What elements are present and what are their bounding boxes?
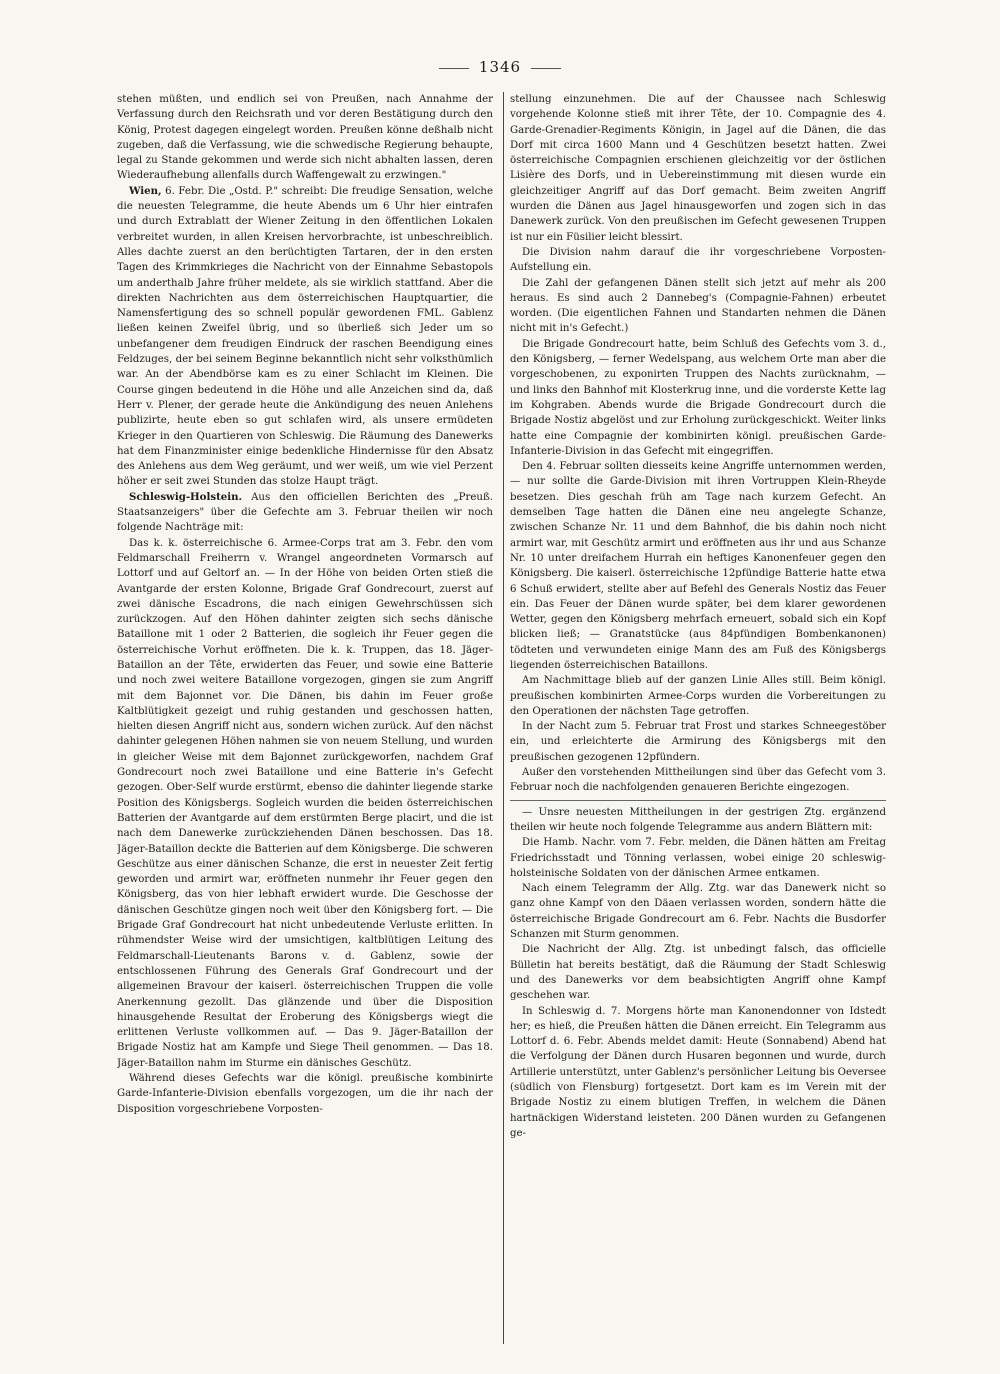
right-paragraph-5: Den 4. Februar sollten diesseits keine Angriffe unternommen werden, — nur sollte die Garde-Division mit ihren Vortruppen Klein-Rheyde besetzen. Dies geschah früh am Tage nach kurzem Gefecht. An demselben Tage hatten die Dänen eine neu angelegte Schanze, zwischen Schanze Nr. 11 und dem Bahnhof, die bis dahin noch nicht armirt war, mit Geschütz armirt und eröffneten aus ihr und aus Schanze Nr. 10 unter dreifachem Hurrah ein heftiges Kanonenfeuer gegen den Königsberg. Die kaiserl. österreichische 12pfündige Batterie hatte etwa 6 Schuß erwidert, stellte aber auf Befehl des Generals Nostiz das Feuer ein. Das Feuer der Dänen wurde später, bei dem klarer gewordenen Wetter, gegen den Königsberg mehrfach erneuert, sobald sich ein Kopf blicken ließ; — Granatstücke (aus 84pfündigen Bombenkanonen) tödteten und verwundeten einige Mann des am Fuß des Königsbergs liegenden österreichischen Bataillons. (510, 461, 886, 671)
left-paragraph-4: Das k. k. österreichische 6. Armee-Corps trat am 3. Febr. den vom Feldmarschall Freiherrn v. Wrangel angeordneten Vormarsch auf Lottorf und auf Geltorf an. — In der Höhe von beiden Orten stieß die Avantgarde der ersten Kolonne, Brigade Graf Gondrecourt, zuerst auf zwei dänische Escadrons, die nach einigen Gewehrschüssen sich zurückzogen. Auf den Höhen dahinter zeigten sich sechs dänische Bataillone mit 1 oder 2 Batterien, die sogleich ihr Feuer gegen die österreichische Vorhut eröffneten. Die k. k. Truppen, das 18. Jäger-Bataillon an der Tête, erwiderten das Feuer, und sowie eine Batterie und noch zwei weitere Bataillone vorgezogen, gingen sie zum Angriff mit dem Bajonnet vor. Die Dänen, bis dahin im Feuer große Kaltblütigkeit gezeigt und ruhig gestanden und geschossen hatten, hielten diesen Angriff nicht aus, sondern wichen zurück. Auf den nächst dahinter gelegenen Höhen nahmen sie von neuem Stellung, und wurden in gleicher Weise mit dem Bajonnet zurückgeworfen, nachdem Graf Gondrecourt noch zwei Bataillone und eine Batterie in's Gefecht gezogen. Ober-Self wurde erstürmt, ebenso die dahinter liegende starke Position des Königsbergs. Sogleich wurden die beiden österreichischen Batterien der Avantgarde auf dem erstürmten Berge placirt, und die ist nach dem Danewerke zurückziehenden Dänen beschossen. Das 18. Jäger-Bataillon deckte die Batterien auf dem Königsberge. Die schweren Geschütze aus einer dänischen Schanze, die erst in neuester Zeit fertig geworden und armirt war, eröffneten nunmehr ihr Feuer gegen den Königsberg, das von hier lebhaft erwidert wurde. Die Geschosse der dänischen Geschütze gingen noch weit über den Königsberg fort. — Die Brigade Graf Gondrecourt hat nicht unbedeutende Verluste erlitten. In rühmendster Weise wird der umsichtigen, kaltblütigen Leitung des Feldmarschall-Lieutenants Barons v. d. Gablenz, sowie der entschlossenen Führung des Generals Graf Gondrecourt und der allgemeinen Bravour der kaiserl. österreichischen Truppen die volle Anerkennung gezollt. Das glänzende und über die Disposition hinausgehende Resultat der Eroberung des Königsbergs wiegt die erlittenen Verluste vollkommen auf. — Das 9. Jäger-Bataillon der Brigade Nostiz hat am Kampfe und Siege Theil genommen. — Das 18. Jäger-Bataillon nahm im Sturme ein dänisches Geschütz. (117, 537, 493, 1069)
right-paragraph-4: Die Brigade Gondrecourt hatte, beim Schluß des Gefechts vom 3. d., den Königsberg, — ferner Wedelspang, aus welchem Orte man aber die vorgeschobenen, zu exponirten Truppen des Nachts zurücknahm, — und links den Bahnhof mit Klosterkrug inne, und die vorderste Kette lag im Kohgraben. Abends wurde die Brigade Gondrecourt durch die Brigade Nostiz abgelöst und zur Erholung zurückgeschickt. Weiter links hatte eine Compagnie der kombinirten königl. preußischen Garde-Infanterie-Division in das Gefecht mit eingegriffen. (510, 338, 886, 457)
right-paragraph-8: Außer den vorstehenden Mittheilungen sind über das Gefecht vom 3. Februar noch die nachfolgenden genaueren Berichte eingezogen. (510, 767, 886, 794)
left-paragraph-1: stehen müßten, und endlich sei von Preußen, nach Annahme der Verfassung durch den Reichsrath und vor deren Bestätigung durch den König, Protest dagegen eingelegt worden. Preußen könne deßhalb nicht zugeben, daß die Verfassung, wie die schwedische Regierung behaupte, legal zu Stande gekommen und werde sich nicht abhalten lassen, deren Wiederaufhebung allenfalls durch Waffengewalt zu erzwingen." (117, 94, 493, 182)
right-column (510, 92, 886, 1352)
vienna-dateline: Wien, (129, 184, 162, 197)
right-paragraph-10: Die Hamb. Nachr. vom 7. Febr. melden, die Dänen hätten am Freitag Friedrichsstadt und Tönning verlassen, wobei einige 20 schleswig-holsteinische Soldaten von der dänischen Armee entkamen. (510, 837, 886, 879)
right-paragraph-13: In Schleswig d. 7. Morgens hörte man Kanonendonner von Idstedt her; es hieß, die Preußen hätten die Dänen erreicht. Ein Telegramm aus Lottorf d. 6. Febr. Abends meldet damit: Heute (Sonnabend) Abend hat die Verfolgung der Dänen durch Husaren begonnen und wurde, durch Artillerie unterstützt, unter Gablenz's persönlicher Leitung bis Oeversee (südlich von Flensburg) fortgesetzt. Dort kam es im Verein mit der Brigade Nostiz zu einem blutigen Treffen, in welchem die Dänen hartnäckigen Widerstand leisteten. 200 Dänen wurden zu Gefangenen ge- (510, 1005, 886, 1139)
header-dash-right (531, 68, 561, 69)
header-dash-left (439, 68, 469, 69)
right-paragraph-9: — Unsre neuesten Mittheilungen in der gestrigen Ztg. ergänzend theilen wir heute noch folgende Telegramme aus andern Blättern mit: (510, 806, 886, 833)
right-paragraph-11: Nach einem Telegramm der Allg. Ztg. war das Danewerk nicht so ganz ohne Kampf von den Däaen verlassen worden, sondern hätte die österreichische Brigade Gondrecourt am 6. Febr. Nachts die Busdorfer Schanzen mit Sturm genommen. (510, 883, 886, 941)
left-column (117, 92, 493, 1352)
schleswig-holstein-heading: Schleswig-Holstein. (129, 490, 243, 503)
section-separator (510, 800, 886, 801)
page-number-header (0, 58, 1000, 76)
right-paragraph-12: Die Nachricht der Allg. Ztg. ist unbedingt falsch, das officielle Bülletin hat bereits bestätigt, daß die Räumung der Stadt Schleswig und des Danewerks vor dem beabsichtigten Angriff ohne Kampf geschehen war. (510, 944, 886, 1002)
vienna-article (117, 184, 493, 490)
right-paragraph-3: Die Zahl der gefangenen Dänen stellt sich jetzt auf mehr als 200 heraus. Es sind auch 2 Dannebeg's (Compagnie-Fahnen) erbeutet worden. (Die eigentlichen Fahnen und Standarten nehmen die Dänen nicht mit in's Gefecht.) (510, 277, 886, 335)
vienna-text: 6. Febr. Die „Ostd. P." schreibt: Die freudige Sensation, welche die neuesten Telegramme, die heute Abends um 6 Uhr hier eintrafen und durch Extrablatt der Wiener Zeitung in den öffentlichen Lokalen verbreitet wurden, in allen Kreisen hervorbrachte, ist unbeschreiblich. Alles dachte zuerst an den berüchtigten Tartaren, der in den ersten Tagen des Krimmkrieges die Nachricht von der Einnahme Sebastopols um anderthalb Jahre früher meldete, als sie wirklich stattfand. Aber die direkten Nachrichten aus dem österreichischen Hauptquartier, die Namensfertigung des so schnell populär gewordenen FML. Gablenz ließen keinen Zweifel übrig, und so überließ sich Jeder um so unbefangener dem freudigen Eindruck der raschen Beendigung eines Feldzuges, der bei seinem Beginne bekanntlich nicht sehr volksthümlich war. An der Abendbörse kam es zu einer Schlacht im Kleinen. Die Course gingen bedeutend in die Höhe und alle Anzeichen sind da, daß Herr v. Plener, der gerade heute die Ankündigung des neuen Anlehens publizirte, heute eben so gut schlafen wird, als unsere ermüdeten Krieger in den Quartieren von Schleswig. Die Räumung des Danewerks hat dem Finanzminister einige bedenkliche Hindernisse für den Absatz des Anlehens aus dem Weg geräumt, und wer weiß, um wie viel Perzent höher er seit zwei Stunden das stolze Haupt trägt. (117, 185, 493, 488)
page-number: 1346 (478, 58, 522, 76)
left-paragraph-5: Während dieses Gefechts war die königl. preußische kombinirte Garde-Infanterie-Division ebenfalls vorgezogen, um die ihr nach der Disposition vorgeschriebene Vorposten- (117, 1073, 493, 1115)
schleswig-holstein-article (117, 490, 493, 536)
schleswig-holstein-intro: Aus den officiellen Berichten des „Preuß. Staatsanzeigers" über die Gefechte am 3. Februar theilen wir noch folgende Nachträge mit: (117, 491, 493, 534)
column-divider (503, 92, 504, 1344)
right-paragraph-1: stellung einzunehmen. Die auf der Chaussee nach Schleswig vorgehende Kolonne stieß mit ihrer Tête, der 10. Compagnie des 4. Garde-Grenadier-Regiments Königin, in Jagel auf die Dänen, die das Dorf mit circa 1600 Mann und 4 Geschützen besetzt hatten. Zwei österreichische Compagnien erschienen gleichzeitig vor der östlichen Lisière des Dorfs, und in Uebereinstimmung mit diesen wurde ein gleichzeitiger Angriff auf das Dorf gemacht. Beim zweiten Angriff wurden die Dänen aus Jagel hinausgeworfen und zogen sich in das Danewerk zurück. Von den preußischen im Gefecht gewesenen Truppen ist nur ein Füsilier leicht blessirt. (510, 94, 886, 243)
right-paragraph-2: Die Division nahm darauf die ihr vorgeschriebene Vorposten-Aufstellung ein. (510, 246, 886, 274)
right-paragraph-6: Am Nachmittage blieb auf der ganzen Linie Alles still. Beim königl. preußischen kombinirten Armee-Corps wurden die Vorbereitungen zu den Operationen der nächsten Tage getroffen. (510, 675, 886, 717)
right-paragraph-7: In der Nacht zum 5. Februar trat Frost und starkes Schneegestöber ein, und erleichterte die Armirung des Königsbergs mit den preußischen gezogenen 12pfündern. (510, 721, 886, 763)
